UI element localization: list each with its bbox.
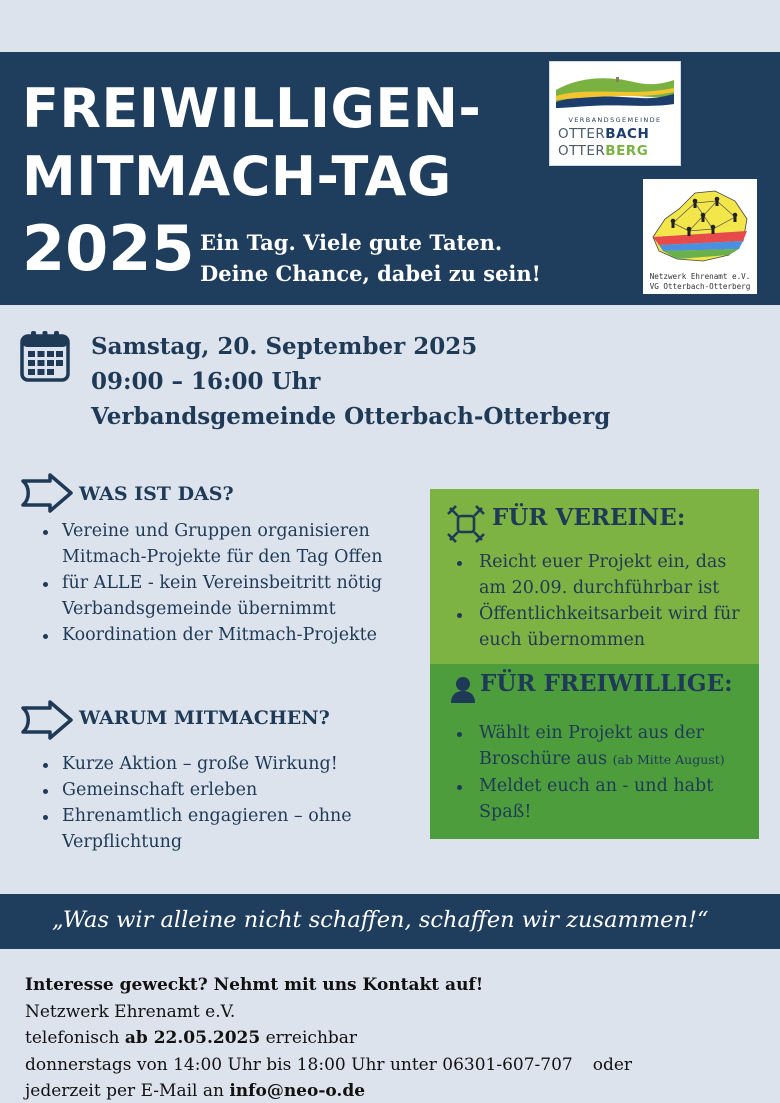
- list-item: Koordination der Mitmach-Projekte: [38, 622, 428, 648]
- was-ist-das-heading: WAS IST DAS?: [79, 483, 234, 505]
- list-item: Kurze Aktion – große Wirkung!: [38, 751, 428, 777]
- list-item: Gemeinschaft erleben: [38, 777, 428, 803]
- contact-phone: telefonisch ab 22.05.2025 erreichbar: [25, 1028, 358, 1048]
- tagline-1: Ein Tag. Viele gute Taten.: [200, 230, 503, 255]
- quote-text: „Was wir alleine nicht schaffen, schaffen wir zusammen!“: [52, 907, 709, 933]
- event-date: Samstag, 20. September 2025: [91, 333, 478, 360]
- was-ist-das-list: [38, 518, 428, 648]
- contact-hours: donnerstags von 14:00 Uhr bis 18:00 Uhr unter 06301-607-707 oder: [25, 1054, 633, 1075]
- freiwillige-note: (ab Mitte August): [612, 752, 725, 767]
- hands-together-icon: [446, 504, 486, 544]
- title-line-2: MITMACH-TAG: [22, 145, 452, 208]
- logo-prefix: VERBANDSGEMEINDE: [568, 116, 662, 124]
- landscape-icon: [550, 62, 680, 114]
- netzwerk-caption-2: VG Otterbach-Otterberg: [649, 282, 751, 291]
- list-item: Ehrenamtlich engagieren – ohne Verpflichtung: [38, 803, 428, 855]
- netzwerk-caption-1: Netzwerk Ehrenamt e.V.: [649, 272, 751, 281]
- logo-row-1: OTTERBACH: [558, 126, 650, 142]
- fuer-freiwillige-list: [452, 720, 757, 825]
- warum-list: [38, 751, 428, 855]
- fuer-freiwillige-heading: FÜR FREIWILLIGE:: [480, 670, 733, 697]
- contact-email-line: jederzeit per E-Mail an info@neo-o.de: [25, 1081, 366, 1101]
- email-link[interactable]: info@neo-o.de: [229, 1081, 366, 1101]
- network-map-icon: [643, 179, 757, 271]
- fuer-freiwillige-box: [430, 664, 759, 839]
- calendar-icon: [20, 330, 70, 382]
- title-year: 2025: [22, 212, 195, 285]
- event-place: Verbandsgemeinde Otterbach-Otterberg: [91, 403, 611, 430]
- list-item: Wählt ein Projekt aus der Broschüre aus (ab Mitte August): [452, 720, 757, 773]
- tagline-2: Deine Chance, dabei zu sein!: [200, 261, 541, 286]
- fuer-vereine-heading: FÜR VEREINE:: [492, 504, 686, 531]
- person-icon: [450, 676, 476, 704]
- verbandsgemeinde-logo: [549, 61, 681, 166]
- contact-headline: Interesse geweckt? Nehmt mit uns Kontakt auf!: [25, 975, 484, 995]
- list-item: Meldet euch an - und habt Spaß!: [452, 773, 757, 825]
- arrow-right-icon: [20, 473, 74, 513]
- netzwerk-ehrenamt-logo: [643, 179, 757, 294]
- list-item: für ALLE - kein Vereinsbeitritt nötig Verbandsgemeinde übernimmt: [38, 570, 428, 622]
- fuer-vereine-box: [430, 489, 759, 664]
- title-line-1: FREIWILLIGEN-: [22, 77, 482, 140]
- list-item: Vereine und Gruppen organisieren Mitmach-Projekte für den Tag Offen: [38, 518, 428, 570]
- quote-band: [0, 894, 780, 949]
- contact-org: Netzwerk Ehrenamt e.V.: [25, 1001, 236, 1022]
- event-time: 09:00 – 16:00 Uhr: [91, 368, 321, 395]
- logo-row-2: OTTERBERG: [558, 143, 649, 159]
- warum-heading: WARUM MITMACHEN?: [79, 707, 330, 729]
- list-item: Öffentlichkeitsarbeit wird für euch übernommen: [452, 601, 757, 653]
- fuer-vereine-list: [452, 549, 757, 653]
- contact-section: [25, 972, 765, 1103]
- arrow-right-icon: [20, 700, 74, 740]
- list-item: Reicht euer Projekt ein, das am 20.09. durchführbar ist: [452, 549, 757, 601]
